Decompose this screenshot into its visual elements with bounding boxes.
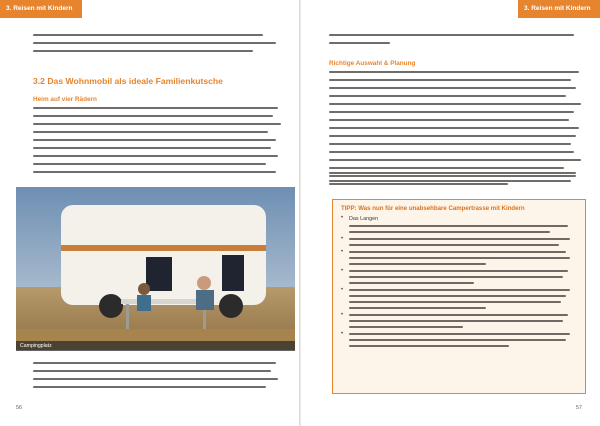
text-line: [349, 339, 566, 341]
text-line: [329, 34, 574, 36]
text-line: [329, 143, 571, 145]
text-line: [33, 370, 271, 372]
bullet-icon: •: [341, 312, 344, 318]
text-line: [329, 172, 576, 174]
text-line: [329, 87, 576, 89]
bullet-icon: •: [341, 268, 344, 274]
tip-item: [341, 289, 577, 309]
text-line: [329, 111, 574, 113]
text-line: [349, 307, 486, 309]
bullet-icon: •: [341, 331, 344, 337]
bullet-icon: •: [341, 215, 344, 221]
text-line: [33, 386, 266, 388]
tip-item: [341, 333, 577, 347]
text-line: [349, 282, 474, 284]
text-line: [329, 135, 576, 137]
text-line: [33, 362, 276, 364]
text-line: [349, 231, 550, 233]
text-line: [33, 378, 278, 380]
text-line: [33, 123, 281, 125]
text-line: [349, 225, 568, 227]
subheading-auswahl: Richtige Auswahl & Planung: [329, 60, 416, 67]
tip-item: [341, 314, 577, 328]
right-page: [301, 0, 600, 426]
subheading-heim: Heim auf vier Rädern: [33, 96, 97, 103]
tip-item: [341, 251, 577, 265]
text-line: [33, 42, 276, 44]
text-line: [349, 333, 570, 335]
body-paragraph: [33, 107, 283, 179]
tip-item-text: Das Langen: [349, 216, 379, 222]
text-line: [33, 131, 268, 133]
text-line: [33, 50, 253, 52]
page-number-left: 56: [16, 405, 23, 411]
left-page: [0, 0, 299, 426]
text-line: [329, 42, 390, 44]
text-line: [349, 251, 566, 253]
text-line: [329, 95, 566, 97]
text-line: [33, 139, 276, 141]
text-line: [329, 159, 581, 161]
text-line: [349, 276, 563, 278]
text-line: [349, 238, 570, 240]
text-line: [33, 171, 276, 173]
text-line: [349, 295, 566, 297]
tip-list: [341, 217, 577, 352]
text-line: [329, 119, 569, 121]
left-chapter-tab: 3. Reisen mit Kindern: [0, 0, 82, 18]
text-line: [349, 244, 559, 246]
text-line: [33, 155, 278, 157]
after-photo-paragraph: [33, 362, 283, 394]
text-line: [33, 163, 266, 165]
text-line: [329, 71, 579, 73]
camper-summary-paragraph: [329, 172, 584, 188]
tip-item: [341, 238, 577, 246]
intro-paragraph: [33, 34, 283, 58]
tip-item: [341, 217, 577, 233]
page-number-right: 57: [575, 405, 582, 411]
text-line: [349, 301, 561, 303]
tip-box: [332, 199, 586, 394]
section-heading: 3.2 Das Wohnmobil als ideale Familienkutsche: [33, 76, 223, 86]
tip-item: [341, 270, 577, 284]
text-line: [329, 151, 574, 153]
family-camper-photo: [16, 187, 295, 350]
text-line: [349, 263, 486, 265]
text-line: [349, 257, 570, 259]
text-line: [329, 180, 571, 182]
bullet-icon: •: [341, 249, 344, 255]
text-line: [329, 127, 579, 129]
text-line: [349, 320, 563, 322]
text-line: [349, 270, 568, 272]
text-line: [33, 107, 278, 109]
tip-title: TIPP: Was nun für eine unabsehbare Campertrasse mit Kindern: [341, 205, 525, 212]
right-chapter-tab: 3. Reisen mit Kindern: [518, 0, 600, 18]
text-line: [349, 345, 509, 347]
text-line: [349, 326, 463, 328]
text-line: [349, 289, 570, 291]
text-line: [349, 314, 568, 316]
right-intro-paragraph: [329, 34, 584, 50]
text-line: [33, 147, 271, 149]
text-line: [329, 79, 571, 81]
text-line: [33, 34, 263, 36]
bullet-icon: •: [341, 287, 344, 293]
text-line: [329, 167, 564, 169]
text-line: [33, 115, 273, 117]
photo-caption: Campingplatz: [16, 341, 295, 351]
bullet-icon: •: [341, 236, 344, 242]
text-line: [329, 103, 581, 105]
